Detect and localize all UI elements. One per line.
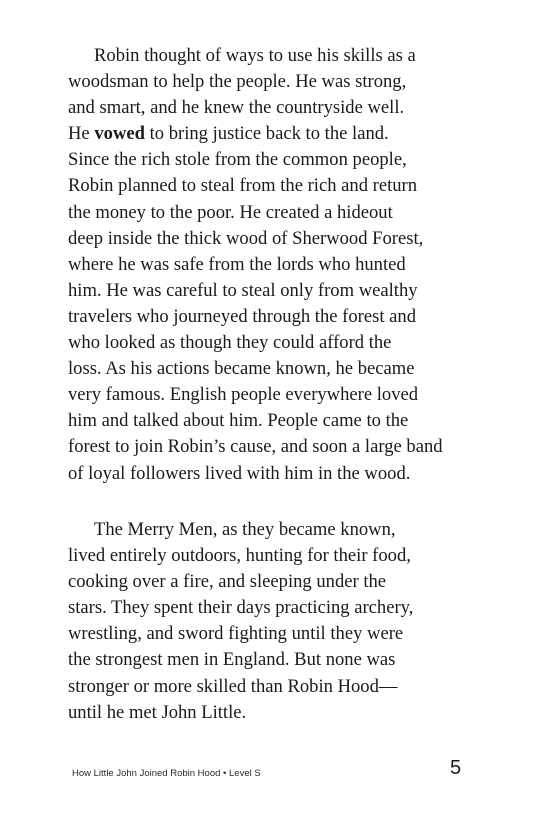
- paragraph-1-line-9: where he was safe from the lords who hunted: [68, 253, 406, 275]
- paragraph-2-line-3: cooking over a fire, and sleeping under the: [68, 571, 387, 593]
- vocabulary-word-vowed: vowed: [94, 123, 145, 145]
- paragraph-2-line-6: the strongest men in England. But none was: [68, 649, 396, 671]
- paragraph-1-line-1: Robin thought of ways to use his skills as a: [94, 45, 416, 66]
- paragraph-1-line-15: him and talked about him. People came to the: [68, 410, 409, 432]
- paragraph-1-line-10: him. He was careful to steal only from wealthy: [68, 279, 418, 301]
- line-4-lead: He: [68, 123, 95, 145]
- paragraph-2-line-4: stars. They spent their days practicing archery,: [68, 597, 414, 619]
- paragraph-1-line-16: forest to join Robin’s cause, and soon a large band: [68, 436, 443, 458]
- paragraph-1-line-17: of loyal followers lived with him in the wood.: [68, 462, 411, 484]
- paragraph-1-line-14: very famous. English people everywhere loved: [68, 384, 419, 406]
- paragraph-1: [68, 43, 488, 487]
- paragraph-1-line-12: who looked as though they could afford the: [68, 332, 392, 354]
- paragraph-1-line-4: [68, 121, 488, 147]
- paragraph-2-line-8: until he met John Little.: [68, 701, 247, 723]
- paragraph-1-line-8: deep inside the thick wood of Sherwood Forest,: [68, 227, 424, 249]
- paragraph-1-line-13: loss. As his actions became known, he became: [68, 358, 415, 380]
- paragraph-2-line-7: stronger or more skilled than Robin Hood—: [68, 675, 398, 697]
- paragraph-2-line-1: The Merry Men, as they became known,: [94, 519, 396, 540]
- paragraph-1-line-5: Since the rich stole from the common people,: [68, 149, 407, 171]
- paragraph-1-line-11: travelers who journeyed through the forest and: [68, 305, 417, 327]
- page-number: 5: [450, 757, 462, 779]
- paragraph-1-line-6: Robin planned to steal from the rich and return: [68, 175, 418, 197]
- footer-book-title: How Little John Joined Robin Hood • Level S: [72, 768, 261, 779]
- paragraph-2-line-2: lived entirely outdoors, hunting for their food,: [68, 545, 411, 567]
- line-4-rest: to bring justice back to the land.: [144, 123, 389, 145]
- paragraph-2: [68, 517, 488, 726]
- paragraph-1-line-7: the money to the poor. He created a hideout: [68, 201, 393, 223]
- paragraph-1-line-2: woodsman to help the people. He was strong,: [68, 71, 407, 93]
- paragraph-1-line-3: and smart, and he knew the countryside well.: [68, 97, 405, 119]
- paragraph-2-line-5: wrestling, and sword fighting until they were: [68, 623, 404, 645]
